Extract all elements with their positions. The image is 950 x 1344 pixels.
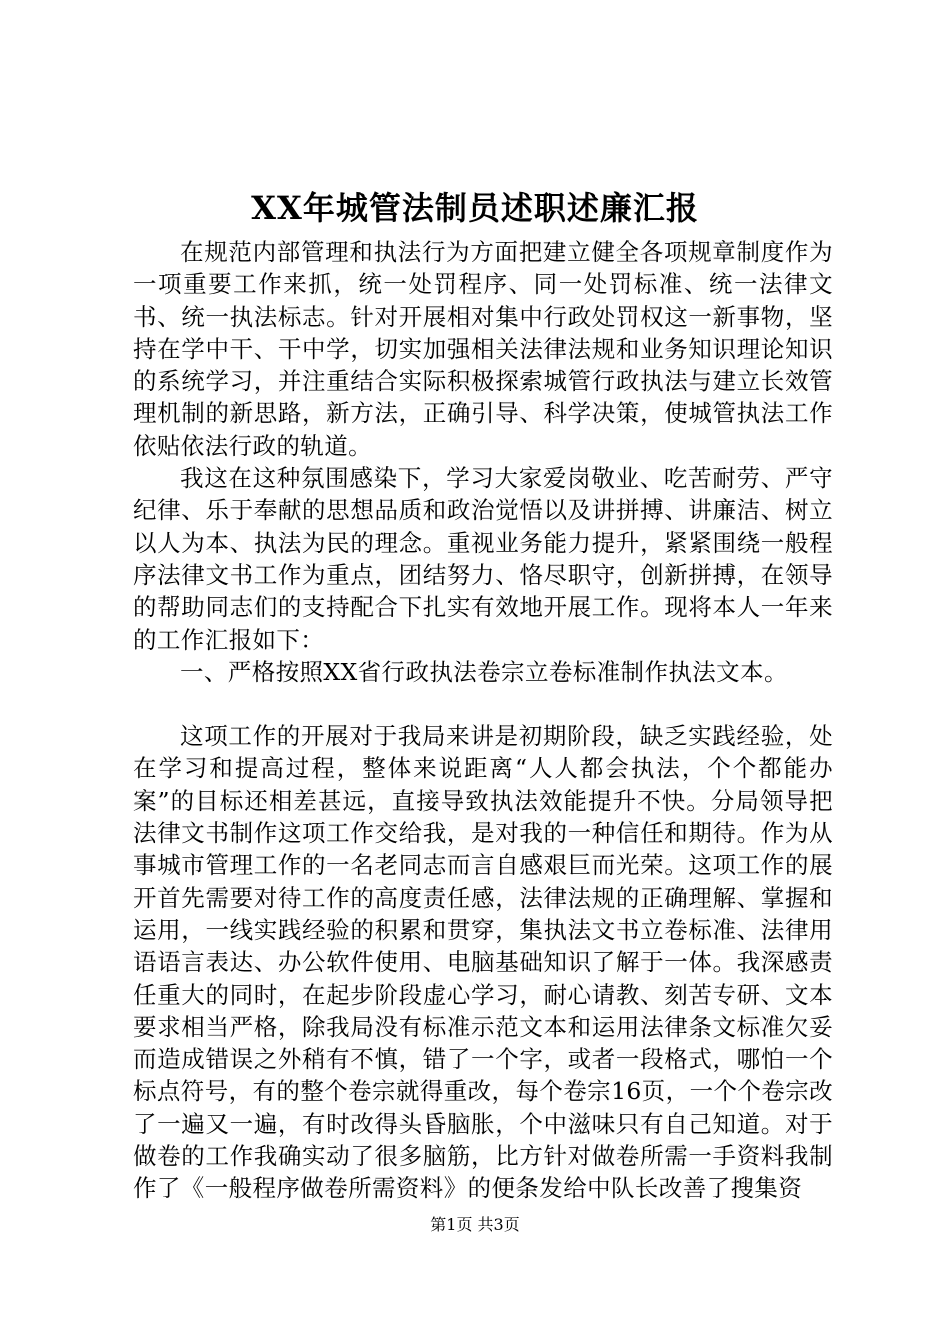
paragraph-1: 在规范内部管理和执法行为方面把建立健全各项规章制度作为一项重要工作来抓，统一处罚程序、同一处罚标准、统一法律文书、统一执法标志。针对开展相对集中行政处罚权这一新事物，坚持在学中干、干中学，切实加强相关法律法规和业务知识理论知识的系统学习，并注重结合实际积极探索城管行政执法与建立长效管理机制的新思路，新方法，正确引导、科学决策，使城管执法工作依贴依法行政的轨道。	[133, 238, 833, 460]
document-body	[133, 236, 833, 1205]
document-title: XX年城管法制员述职述廉汇报	[251, 189, 699, 227]
paragraph-3: 这项工作的开展对于我局来讲是初期阶段，缺乏实践经验，处在学习和提高过程，整体来说距离“人人都会执法，个个都能办案”的目标还相差甚远，直接导致执法效能提升不快。分局领导把法律文书制作这项工作交给我，是对我的一种信任和期待。作为从事城市管理工作的一名老同志而言自感艰巨而光荣。这项工作的展开首先需要对待工作的高度责任感，法律法规的正确理解、掌握和运用，一线实践经验的积累和贯穿，集执法文书立卷标准、法律用语语言表达、办公软件使用、电脑基础知识了解于一体。我深感责任重大的同时，在起步阶段虚心学习，耐心请教、刻苦专研、文本要求相当严格，除我局没有标准示范文本和运用法律条文标准欠妥而造成错误之外稍有不慎，错了一个字，或者一段格式，哪怕一个标点符号，有的整个卷宗就得重改，每个卷宗16页，一个个卷宗改了一遍又一遍，有时改得头昏脑胀，个中滋味只有自己知道。对于做卷的工作我确实动了很多脑筋，比方针对做卷所需一手资料我制作了《一般程序做卷所需资料》的便条发给中队长改善了搜集资	[133, 722, 833, 1203]
page-footer	[0, 1214, 950, 1236]
section-heading-1: 一、严格按照XX省行政执法卷宗立卷标准制作执法文本。	[180, 657, 788, 686]
paragraph-spacer	[133, 688, 833, 720]
paragraph-2: 我这在这种氛围感染下，学习大家爱岗敬业、吃苦耐劳、严守纪律、乐于奉献的思想品质和政治觉悟以及讲拼搏、讲廉洁、树立以人为本、执法为民的理念。重视业务能力提升，紧紧围绕一般程序法律文书工作为重点，团结努力、恪尽职守，创新拼搏，在领导的帮助同志们的支持配合下扎实有效地开展工作。现将本人一年来的工作汇报如下：	[133, 464, 833, 654]
page-number: 第1页 共3页	[430, 1215, 520, 1234]
